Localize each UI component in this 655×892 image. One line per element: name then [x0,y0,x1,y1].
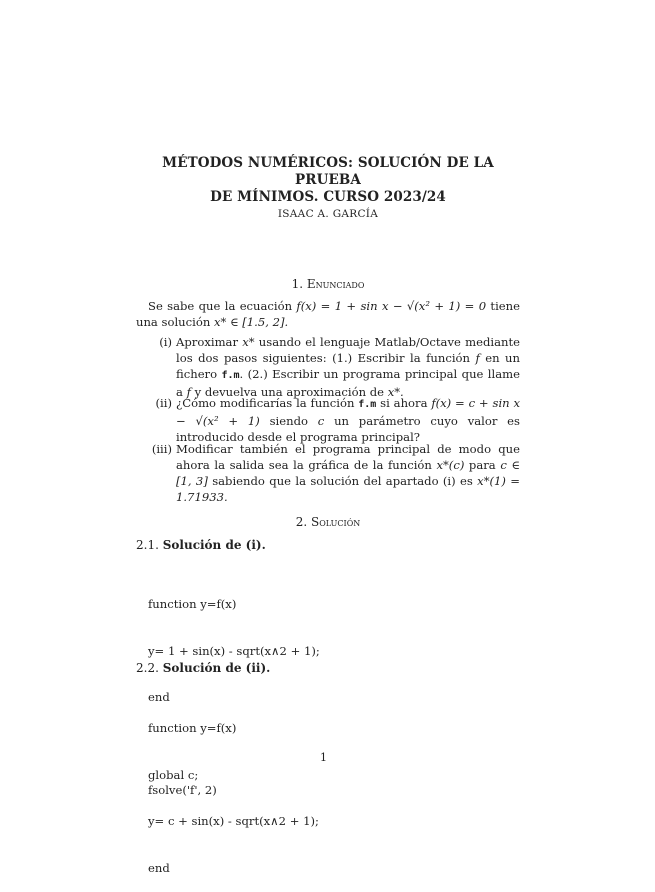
page-number: 1 [320,751,327,764]
list-item [148,334,520,400]
code-line: end [148,690,170,704]
code-line: global c; [148,767,199,782]
item-label: (iii) [151,442,172,456]
equation-f: f(x) = 1 + sin x − √(x² + 1) = 0 [296,299,487,313]
list-item [148,441,520,505]
item-text: Aproximar x* usando el lenguaje Matlab/Octave mediante los dos pasos siguientes: (1.) Escribir la función f en un fichero f.m. (2.) Escribir un programa principal que llame a f y devuelva una aproximación de x*. [176,335,520,399]
item-text: Modificar también el programa principal de modo que ahora la salida sea la gráfica de la función x*(c) para c ∈ [1, 3] sabiendo que la solución del apartado (i) es x*(1) = 1.71933. [176,442,520,504]
author-name: ISAAC A. GARCÍA [277,208,379,220]
section-heading-enunciado: 1. Enunciado [291,277,365,291]
code-line: end [148,860,170,875]
list-item [148,395,520,445]
code-line: function y=f(x) [148,597,237,611]
solution-interval: x* ∈ [1.5, 2]. [213,315,289,329]
code-block-ii [148,690,319,892]
paper-title [136,155,520,206]
code-line: y= 1 + sin(x) - sqrt(x∧2 + 1); [148,643,320,658]
subsection-heading-i: 2.1. Solución de (i). [136,538,266,552]
item-text: ¿Cómo modificarías la función f.m si ahora f(x) = c + sin x − √(x² + 1) siendo c un parámetro cuyo valor es introducido desde el programa principal? [176,396,520,444]
title-line-2: DE MÍNIMOS. CURSO 2023/24 [210,189,446,205]
filename-code: f.m [221,370,240,381]
item-label: (i) [159,335,172,349]
code-line: fsolve('f', 2) [148,783,217,797]
code-line: function y=f(x) [148,721,237,735]
filename-code: f.m [358,399,377,410]
subsection-heading-ii: 2.2. Solución de (ii). [136,661,271,675]
item-label: (ii) [155,396,172,410]
section-heading-solucion: 2. Solución [295,515,361,529]
title-line-1: MÉTODOS NUMÉRICOS: SOLUCIÓN DE LA PRUEBA [162,155,494,188]
code-line: y= c + sin(x) - sqrt(x∧2 + 1); [148,814,319,828]
intro-paragraph: Se sabe que la ecuación f(x) = 1 + sin x − √(x² + 1) = 0 tiene una solución x* ∈ [1.5, 2]. [136,299,520,329]
